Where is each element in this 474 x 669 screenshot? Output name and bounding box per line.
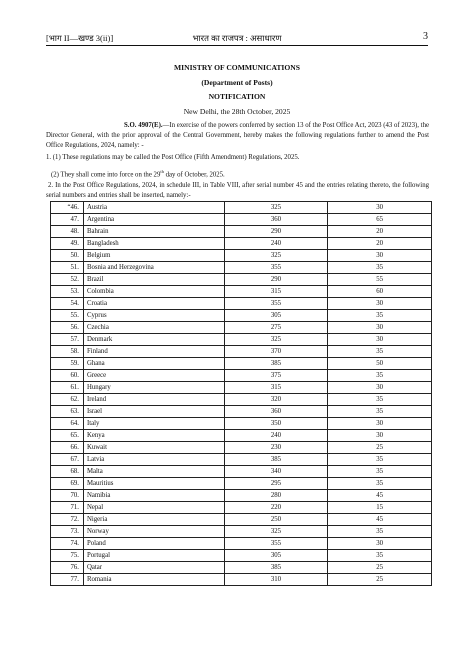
value-1-cell: 305: [224, 550, 328, 562]
value-2-cell: 50: [328, 358, 432, 370]
serial-number-cell: 62.: [51, 394, 84, 406]
table-row: [51, 418, 432, 430]
header-gazette-title: भारत का राजपत्र : असाधारण: [192, 33, 282, 43]
value-1-cell: 305: [224, 310, 328, 322]
value-2-cell: 45: [328, 490, 432, 502]
value-2-cell: 30: [328, 298, 432, 310]
table-row: [51, 394, 432, 406]
country-cell: Cyprus: [83, 310, 224, 322]
value-2-cell: 30: [328, 322, 432, 334]
value-1-cell: 250: [224, 514, 328, 526]
serial-number-cell: 68.: [51, 466, 84, 478]
country-cell: Latvia: [83, 454, 224, 466]
value-1-cell: 350: [224, 418, 328, 430]
country-cell: Colombia: [83, 286, 224, 298]
value-2-cell: 30: [328, 538, 432, 550]
table-row: [51, 442, 432, 454]
para-1-2-text: (2) They shall come into force on the 29: [51, 171, 161, 179]
value-1-cell: 385: [224, 454, 328, 466]
table-row: [51, 526, 432, 538]
value-2-cell: 35: [328, 346, 432, 358]
country-cell: Qatar: [83, 562, 224, 574]
serial-number-cell: 59.: [51, 358, 84, 370]
value-2-cell: 15: [328, 502, 432, 514]
serial-number-cell: 74.: [51, 538, 84, 550]
country-cell: Nigeria: [83, 514, 224, 526]
country-cell: Mauritius: [83, 478, 224, 490]
value-1-cell: 325: [224, 202, 328, 214]
department-title: (Department of Posts): [201, 78, 273, 87]
value-2-cell: 20: [328, 226, 432, 238]
value-1-cell: 230: [224, 442, 328, 454]
serial-number-cell: 73.: [51, 526, 84, 538]
country-cell: Nepal: [83, 502, 224, 514]
value-1-cell: 220: [224, 502, 328, 514]
country-cell: Croatia: [83, 298, 224, 310]
value-2-cell: 35: [328, 466, 432, 478]
value-1-cell: 325: [224, 526, 328, 538]
value-1-cell: 355: [224, 298, 328, 310]
value-1-cell: 310: [224, 574, 328, 586]
table-row: [51, 262, 432, 274]
value-2-cell: 35: [328, 310, 432, 322]
table-row: [51, 562, 432, 574]
table-row: [51, 430, 432, 442]
serial-number-cell: 72.: [51, 514, 84, 526]
serial-number-cell: 47.: [51, 214, 84, 226]
serial-number-cell: 76.: [51, 562, 84, 574]
serial-number-cell: 51.: [51, 262, 84, 274]
value-1-cell: 360: [224, 406, 328, 418]
table-row: [51, 286, 432, 298]
value-2-cell: 35: [328, 550, 432, 562]
serial-number-cell: 75.: [51, 550, 84, 562]
table-row: [51, 574, 432, 586]
table-row: [51, 274, 432, 286]
table-row: [51, 238, 432, 250]
serial-number-cell: 66.: [51, 442, 84, 454]
serial-number-cell: 67.: [51, 454, 84, 466]
serial-number-cell: 48.: [51, 226, 84, 238]
value-1-cell: 325: [224, 334, 328, 346]
serial-number-cell: 69.: [51, 478, 84, 490]
rates-table-body: [51, 202, 432, 586]
country-cell: Brazil: [83, 274, 224, 286]
country-cell: Argentina: [83, 214, 224, 226]
value-2-cell: 25: [328, 574, 432, 586]
table-row: [51, 322, 432, 334]
value-1-cell: 325: [224, 250, 328, 262]
serial-number-cell: 49.: [51, 238, 84, 250]
value-2-cell: 35: [328, 454, 432, 466]
table-row: [51, 298, 432, 310]
ministry-title: MINISTRY OF COMMUNICATIONS: [173, 63, 300, 72]
paragraph-2: 2. In the Post Office Regulations, 2024, in schedule III, in Table VIII, after serial number 45 and the entries relating thereto, the following serial numbers and entries shall be inserted, namely:-: [46, 182, 429, 199]
header-rule: [46, 45, 428, 46]
serial-number-cell: 57.: [51, 334, 84, 346]
serial-number-cell: 61.: [51, 382, 84, 394]
value-1-cell: 240: [224, 238, 328, 250]
serial-number-cell: 58.: [51, 346, 84, 358]
country-cell: Israel: [83, 406, 224, 418]
serial-number-cell: 71.: [51, 502, 84, 514]
serial-number-cell: 70.: [51, 490, 84, 502]
so-text: —In exercise of the powers conferred by section 13 of the Post Office Act, 2023 (43 of 2023), the Director General, with the prior approval of the Central Government, hereby makes the following regulations further to amend the Post Office Regulations, 2024, namely: -: [46, 122, 429, 149]
paragraph-1-2: [51, 167, 434, 180]
serial-number-cell: 56.: [51, 322, 84, 334]
table-row: [51, 550, 432, 562]
serial-number-cell: 54.: [51, 298, 84, 310]
para-1-2-text-end: day of October, 2025.: [163, 171, 225, 179]
value-2-cell: 30: [328, 250, 432, 262]
table-row: [51, 202, 432, 214]
value-2-cell: 65: [328, 214, 432, 226]
value-2-cell: 30: [328, 202, 432, 214]
table-row: [51, 490, 432, 502]
table-row: [51, 358, 432, 370]
value-1-cell: 290: [224, 274, 328, 286]
running-header: [46, 31, 428, 45]
serial-number-cell: 53.: [51, 286, 84, 298]
table-row: [51, 454, 432, 466]
country-cell: Hungary: [83, 382, 224, 394]
value-2-cell: 35: [328, 262, 432, 274]
value-1-cell: 320: [224, 394, 328, 406]
value-2-cell: 35: [328, 394, 432, 406]
country-cell: Finland: [83, 346, 224, 358]
country-cell: Belgium: [83, 250, 224, 262]
value-2-cell: 30: [328, 418, 432, 430]
value-1-cell: 315: [224, 286, 328, 298]
country-cell: Ghana: [83, 358, 224, 370]
value-1-cell: 360: [224, 214, 328, 226]
value-2-cell: 35: [328, 526, 432, 538]
country-cell: Bahrain: [83, 226, 224, 238]
value-1-cell: 355: [224, 262, 328, 274]
country-cell: Austria: [83, 202, 224, 214]
value-2-cell: 25: [328, 562, 432, 574]
country-cell: Kenya: [83, 430, 224, 442]
value-1-cell: 275: [224, 322, 328, 334]
so-paragraph: [46, 121, 429, 151]
country-cell: Norway: [83, 526, 224, 538]
table-row: [51, 514, 432, 526]
table-row: [51, 250, 432, 262]
country-cell: Czechia: [83, 322, 224, 334]
table-row: [51, 214, 432, 226]
value-2-cell: 45: [328, 514, 432, 526]
value-2-cell: 20: [328, 238, 432, 250]
country-cell: Malta: [83, 466, 224, 478]
serial-number-cell: 55.: [51, 310, 84, 322]
header-part-label: [भाग II—खण्ड 3(ii)]: [46, 33, 114, 43]
serial-number-cell: 52.: [51, 274, 84, 286]
table-row: [51, 406, 432, 418]
country-cell: Denmark: [83, 334, 224, 346]
ordinal-suffix: th: [160, 169, 164, 174]
value-1-cell: 280: [224, 490, 328, 502]
country-cell: Greece: [83, 370, 224, 382]
value-2-cell: 30: [328, 334, 432, 346]
table-row: [51, 346, 432, 358]
serial-number-cell: 77.: [51, 574, 84, 586]
value-2-cell: 35: [328, 406, 432, 418]
dateline: New Delhi, the 28th October, 2025: [183, 107, 291, 116]
value-1-cell: 295: [224, 478, 328, 490]
country-cell: Romania: [83, 574, 224, 586]
notification-title: NOTIFICATION: [208, 92, 266, 101]
country-cell: Ireland: [83, 394, 224, 406]
value-1-cell: 340: [224, 466, 328, 478]
value-1-cell: 240: [224, 430, 328, 442]
value-1-cell: 315: [224, 382, 328, 394]
value-1-cell: 375: [224, 370, 328, 382]
value-2-cell: 35: [328, 370, 432, 382]
country-cell: Namibia: [83, 490, 224, 502]
table-row: [51, 382, 432, 394]
serial-number-cell: 65.: [51, 430, 84, 442]
value-2-cell: 60: [328, 286, 432, 298]
value-1-cell: 290: [224, 226, 328, 238]
value-2-cell: 35: [328, 478, 432, 490]
table-row: [51, 226, 432, 238]
table-row: [51, 538, 432, 550]
value-2-cell: 55: [328, 274, 432, 286]
country-cell: Italy: [83, 418, 224, 430]
table-row: [51, 466, 432, 478]
country-cell: Bangladesh: [83, 238, 224, 250]
table-row: [51, 502, 432, 514]
rates-table: [50, 201, 432, 586]
paragraph-1: 1. (1) These regulations may be called the Post Office (Fifth Amendment) Regulations, 2025.: [46, 154, 300, 161]
serial-number-cell: 50.: [51, 250, 84, 262]
country-cell: Portugal: [83, 550, 224, 562]
country-cell: Kuwait: [83, 442, 224, 454]
serial-number-cell: “46.: [51, 202, 84, 214]
country-cell: Poland: [83, 538, 224, 550]
value-2-cell: 30: [328, 430, 432, 442]
country-cell: Bosnia and Herzegovina: [83, 262, 224, 274]
value-1-cell: 370: [224, 346, 328, 358]
serial-number-cell: 64.: [51, 418, 84, 430]
value-1-cell: 355: [224, 538, 328, 550]
table-row: [51, 334, 432, 346]
table-row: [51, 370, 432, 382]
table-row: [51, 310, 432, 322]
table-row: [51, 478, 432, 490]
value-1-cell: 385: [224, 358, 328, 370]
value-1-cell: 385: [224, 562, 328, 574]
value-2-cell: 25: [328, 442, 432, 454]
value-2-cell: 30: [328, 382, 432, 394]
page-number: 3: [423, 31, 428, 42]
serial-number-cell: 63.: [51, 406, 84, 418]
serial-number-cell: 60.: [51, 370, 84, 382]
so-number: S.O. 4907(E).: [124, 122, 163, 129]
